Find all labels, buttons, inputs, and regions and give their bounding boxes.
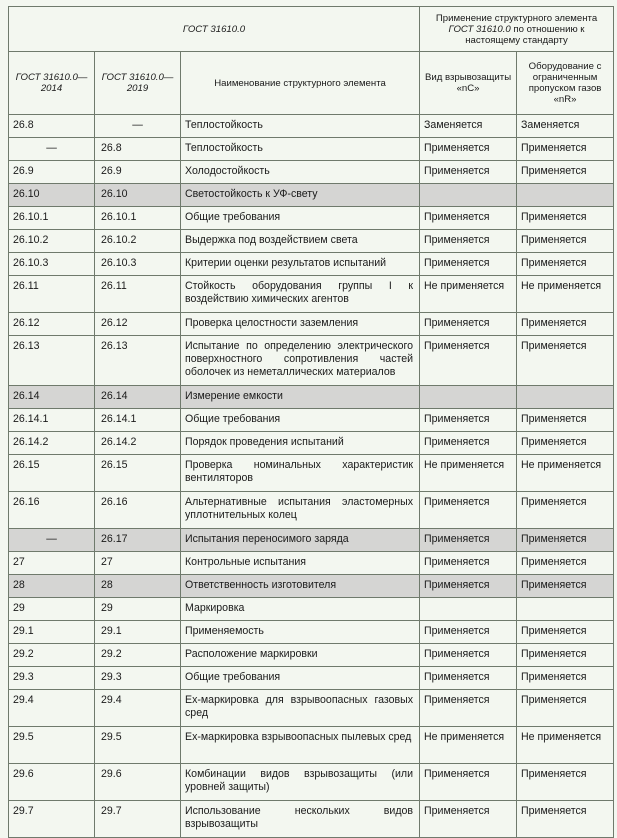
cell-nc [420, 386, 517, 409]
cell-2014: 27 [9, 552, 95, 575]
cell-2014: 29.3 [9, 667, 95, 690]
cell-name: Порядок проведения испытаний [181, 432, 420, 455]
cell-name: Теплостойкость [181, 138, 420, 161]
col-header-nc: Вид взрывозащиты «nC» [420, 52, 517, 115]
table-row-section [9, 575, 614, 598]
table-row [9, 253, 614, 276]
cell-nc: Применяется [420, 207, 517, 230]
cell-name: Испытания переносимого заряда [181, 529, 420, 552]
application-header [420, 7, 614, 52]
cell-nc: Применяется [420, 253, 517, 276]
table-row [9, 313, 614, 336]
cell-name: Испытание по определению электрического поверхностного сопротивления частей оболочек из неметаллических материалов [181, 336, 420, 386]
cell-nc [420, 184, 517, 207]
cell-2019: 29.2 [95, 644, 181, 667]
cell-2014: — [9, 529, 95, 552]
cell-nr: Применяется [517, 529, 614, 552]
cell-name: Использование нескольких видов взрывозащиты [181, 801, 420, 838]
cell-nr: Применяется [517, 621, 614, 644]
cell-name: Светостойкость к УФ-свету [181, 184, 420, 207]
table-row-section [9, 386, 614, 409]
cell-name: Проверка номинальных характеристик вентиляторов [181, 455, 420, 492]
cell-nr: Применяется [517, 492, 614, 529]
cell-nr: Применяется [517, 575, 614, 598]
cell-name: Стойкость оборудования группы I к воздействию химических агентов [181, 276, 420, 313]
cell-name: Выдержка под воздействием света [181, 230, 420, 253]
cell-2014: 29.5 [9, 727, 95, 764]
cell-nr [517, 598, 614, 621]
cell-nc: Применяется [420, 161, 517, 184]
cell-2019: 29.1 [95, 621, 181, 644]
cell-2019: 29.7 [95, 801, 181, 838]
table-row [9, 727, 614, 764]
cell-2014: 26.15 [9, 455, 95, 492]
table-row [9, 207, 614, 230]
cell-name: Общие требования [181, 207, 420, 230]
table-row [9, 230, 614, 253]
cell-nc: Применяется [420, 801, 517, 838]
cell-2019: 26.13 [95, 336, 181, 386]
table-row [9, 621, 614, 644]
cell-nr [517, 386, 614, 409]
table-row [9, 432, 614, 455]
cell-2019: 29.6 [95, 764, 181, 801]
cell-2019: 26.8 [95, 138, 181, 161]
cell-2014: 26.8 [9, 115, 95, 138]
cell-name: Маркировка [181, 598, 420, 621]
cell-2014: 29.1 [9, 621, 95, 644]
cell-nc: Применяется [420, 492, 517, 529]
cell-name: Ex-маркировка взрывоопасных пылевых сред [181, 727, 420, 764]
cell-nc: Применяется [420, 575, 517, 598]
table-row [9, 161, 614, 184]
cell-2014: 26.12 [9, 313, 95, 336]
cell-name: Критерии оценки результатов испытаний [181, 253, 420, 276]
cell-2019: 26.12 [95, 313, 181, 336]
cell-nc: Применяется [420, 336, 517, 386]
cell-2014: — [9, 138, 95, 161]
cell-nr: Применяется [517, 552, 614, 575]
cell-2014: 29.6 [9, 764, 95, 801]
cell-nr: Применяется [517, 644, 614, 667]
cell-2014: 29.4 [9, 690, 95, 727]
cell-nr: Применяется [517, 138, 614, 161]
cell-nr: Заменяется [517, 115, 614, 138]
application-header-suffix: по отношению к настоящему стандарту [465, 23, 585, 46]
cell-nr: Применяется [517, 409, 614, 432]
cell-2019: 26.16 [95, 492, 181, 529]
cell-name: Общие требования [181, 667, 420, 690]
table-row [9, 552, 614, 575]
cell-2019: 26.10.2 [95, 230, 181, 253]
cell-2014: 26.14.1 [9, 409, 95, 432]
table-row [9, 115, 614, 138]
table-row [9, 336, 614, 386]
table-row-section [9, 184, 614, 207]
cell-nc [420, 598, 517, 621]
cell-name: Холодостойкость [181, 161, 420, 184]
cell-2014: 26.16 [9, 492, 95, 529]
cell-nc: Применяется [420, 621, 517, 644]
cell-name: Ex-маркировка для взрывоопасных газовых сред [181, 690, 420, 727]
cell-2014: 26.10.2 [9, 230, 95, 253]
cell-2019: 26.14 [95, 386, 181, 409]
cell-name: Альтернативные испытания эластомерных уплотнительных колец [181, 492, 420, 529]
table-row-section [9, 529, 614, 552]
cell-2019: 26.10.3 [95, 253, 181, 276]
cell-2019: 29.5 [95, 727, 181, 764]
cell-2019: 26.15 [95, 455, 181, 492]
cell-nc: Применяется [420, 644, 517, 667]
cell-nr [517, 184, 614, 207]
cell-nc: Заменяется [420, 115, 517, 138]
cell-nr: Не применяется [517, 727, 614, 764]
cell-nr: Применяется [517, 313, 614, 336]
cell-2019: 26.14.1 [95, 409, 181, 432]
cell-2019: 29 [95, 598, 181, 621]
table-row [9, 138, 614, 161]
cell-nr: Применяется [517, 801, 614, 838]
cell-2019: 29.3 [95, 667, 181, 690]
cell-2014: 26.10.3 [9, 253, 95, 276]
cell-nr: Применяется [517, 230, 614, 253]
cell-nc: Не применяется [420, 276, 517, 313]
cell-nr: Не применяется [517, 276, 614, 313]
table-row [9, 801, 614, 838]
cell-name: Теплостойкость [181, 115, 420, 138]
cell-2014: 26.11 [9, 276, 95, 313]
cell-2019: 26.17 [95, 529, 181, 552]
cell-2019: 26.10 [95, 184, 181, 207]
cell-nr: Применяется [517, 161, 614, 184]
cell-2014: 26.9 [9, 161, 95, 184]
cell-2019: — [95, 115, 181, 138]
gost-comparison-table [8, 6, 614, 838]
application-header-gost: ГОСТ 31610.0 [448, 23, 511, 35]
cell-nr: Применяется [517, 432, 614, 455]
cell-nc: Применяется [420, 552, 517, 575]
table-row [9, 492, 614, 529]
cell-name: Измерение емкости [181, 386, 420, 409]
cell-nc: Применяется [420, 529, 517, 552]
cell-nc: Применяется [420, 230, 517, 253]
cell-nr: Применяется [517, 207, 614, 230]
table-row [9, 690, 614, 727]
cell-nc: Применяется [420, 138, 517, 161]
table-row [9, 409, 614, 432]
cell-2014: 29 [9, 598, 95, 621]
cell-2014: 29.7 [9, 801, 95, 838]
col-header-2019: ГОСТ 31610.0—2019 [95, 52, 181, 115]
cell-nc: Применяется [420, 764, 517, 801]
cell-nr: Применяется [517, 667, 614, 690]
cell-nc: Не применяется [420, 727, 517, 764]
cell-name: Ответственность изготовителя [181, 575, 420, 598]
col-header-nr: Оборудование с ограниченным пропуском газов «nR» [517, 52, 614, 115]
cell-2019: 28 [95, 575, 181, 598]
col-header-2014: ГОСТ 31610.0—2014 [9, 52, 95, 115]
cell-2019: 26.9 [95, 161, 181, 184]
cell-2019: 27 [95, 552, 181, 575]
cell-2014: 26.14 [9, 386, 95, 409]
cell-nc: Применяется [420, 667, 517, 690]
cell-name: Применяемость [181, 621, 420, 644]
gost-main-header: ГОСТ 31610.0 [9, 7, 420, 52]
cell-nr: Применяется [517, 764, 614, 801]
cell-2014: 29.2 [9, 644, 95, 667]
col-header-name: Наименование структурного элемента [181, 52, 420, 115]
cell-nr: Применяется [517, 253, 614, 276]
cell-nr: Применяется [517, 690, 614, 727]
application-header-prefix: Применение структурного элемента [435, 12, 598, 24]
cell-nc: Применяется [420, 432, 517, 455]
cell-nr: Не применяется [517, 455, 614, 492]
cell-name: Комбинации видов взрывозащиты (или уровней защиты) [181, 764, 420, 801]
cell-nc: Не применяется [420, 455, 517, 492]
cell-2019: 26.11 [95, 276, 181, 313]
table-row [9, 276, 614, 313]
cell-2019: 29.4 [95, 690, 181, 727]
cell-nc: Применяется [420, 313, 517, 336]
cell-name: Расположение маркировки [181, 644, 420, 667]
cell-2019: 26.10.1 [95, 207, 181, 230]
cell-nc: Применяется [420, 690, 517, 727]
table-row [9, 598, 614, 621]
cell-nc: Применяется [420, 409, 517, 432]
table-row [9, 455, 614, 492]
cell-name: Контрольные испытания [181, 552, 420, 575]
cell-2014: 26.10 [9, 184, 95, 207]
cell-2014: 26.10.1 [9, 207, 95, 230]
cell-2014: 26.13 [9, 336, 95, 386]
cell-2014: 26.14.2 [9, 432, 95, 455]
cell-2014: 28 [9, 575, 95, 598]
table-row [9, 667, 614, 690]
cell-name: Проверка целостности заземления [181, 313, 420, 336]
cell-2019: 26.14.2 [95, 432, 181, 455]
table-body [9, 115, 614, 838]
cell-name: Общие требования [181, 409, 420, 432]
table-row [9, 644, 614, 667]
table-row [9, 764, 614, 801]
cell-nr: Применяется [517, 336, 614, 386]
